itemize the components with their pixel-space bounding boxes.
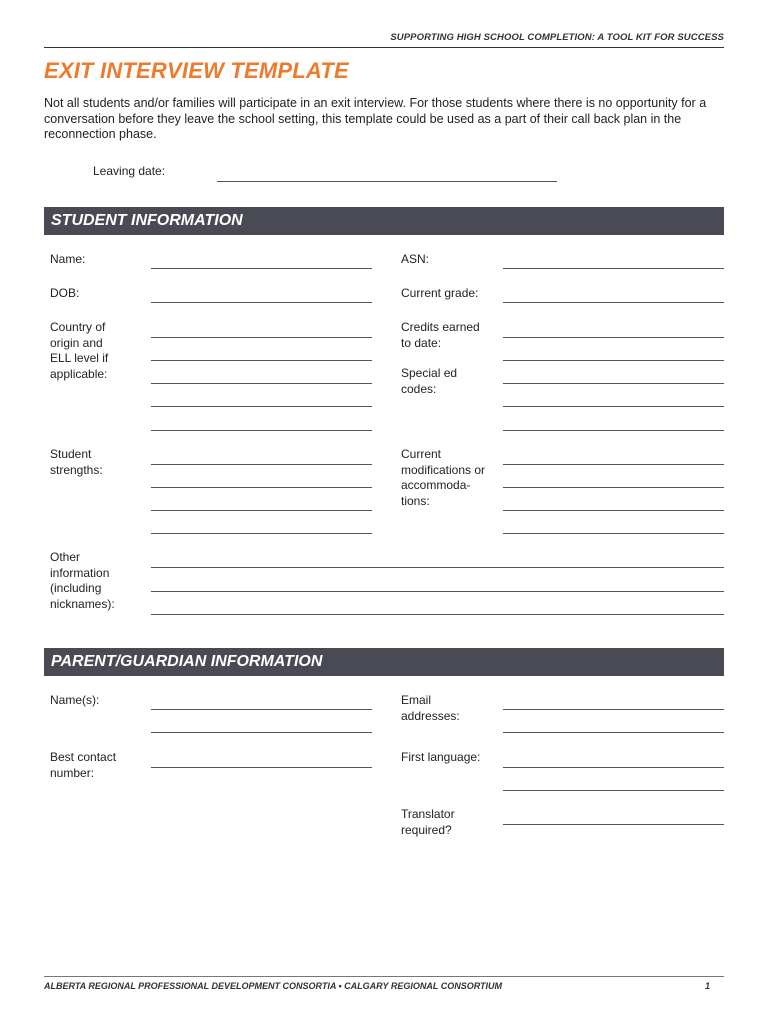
special-ed-label: Special ed codes: xyxy=(401,366,458,396)
strengths-field-line[interactable] xyxy=(151,487,372,488)
special-ed-field-line[interactable] xyxy=(503,406,724,407)
email-label: Email addresses: xyxy=(401,693,460,723)
name-field[interactable] xyxy=(151,268,372,269)
current-grade-label: Current grade: xyxy=(401,286,479,300)
country-field-line[interactable] xyxy=(151,337,372,338)
other-info-field-line[interactable] xyxy=(151,614,724,615)
leaving-date-label: Leaving date: xyxy=(93,164,166,178)
special-ed-field-line[interactable] xyxy=(503,383,724,384)
page-number: 1 xyxy=(705,981,711,991)
intro-paragraph: Not all students and/or families will participate in an exit interview. For those students where there is no opportunity for a conversation before they leave the school setting, this template could be used as a part of their call back plan in the reconnection phase. xyxy=(44,96,707,141)
page-title: EXIT INTERVIEW TEMPLATE xyxy=(44,58,349,83)
header-divider xyxy=(44,47,724,48)
strengths-field-line[interactable] xyxy=(151,510,372,511)
asn-label: ASN: xyxy=(401,252,430,266)
student-section-header: STUDENT INFORMATION xyxy=(44,207,724,235)
credits-field-line[interactable] xyxy=(503,337,724,338)
strengths-field-line[interactable] xyxy=(151,464,372,465)
contact-number-field[interactable] xyxy=(151,767,372,768)
modifications-label: Current modifications or accommoda- tions: xyxy=(401,447,486,508)
current-grade-field[interactable] xyxy=(503,302,724,303)
other-info-field-line[interactable] xyxy=(151,567,724,568)
country-field-line[interactable] xyxy=(151,383,372,384)
modifications-field-line[interactable] xyxy=(503,487,724,488)
other-info-field-line[interactable] xyxy=(151,591,724,592)
name-label: Name: xyxy=(50,252,86,266)
email-field-line[interactable] xyxy=(503,709,724,710)
parent-names-field-line[interactable] xyxy=(151,732,372,733)
modifications-field-line[interactable] xyxy=(503,464,724,465)
asn-field[interactable] xyxy=(503,268,724,269)
footer-text: ALBERTA REGIONAL PROFESSIONAL DEVELOPMENT CONSORTIA • CALGARY REGIONAL CONSORTIUM xyxy=(44,981,503,991)
modifications-field-line[interactable] xyxy=(503,533,724,534)
contact-number-label: Best contact number: xyxy=(50,750,117,780)
translator-field[interactable] xyxy=(503,824,724,825)
strengths-label: Student strengths: xyxy=(50,447,103,477)
credits-field-line[interactable] xyxy=(503,360,724,361)
credits-label: Credits earned to date: xyxy=(401,320,480,350)
special-ed-field-line[interactable] xyxy=(503,430,724,431)
country-field-line[interactable] xyxy=(151,430,372,431)
names-label: Name(s): xyxy=(50,693,100,707)
email-field-line[interactable] xyxy=(503,732,724,733)
dob-label: DOB: xyxy=(50,286,80,300)
country-field-line[interactable] xyxy=(151,360,372,361)
first-language-field-line[interactable] xyxy=(503,767,724,768)
parent-section-header: PARENT/GUARDIAN INFORMATION xyxy=(44,648,724,676)
translator-label: Translator required? xyxy=(401,807,455,837)
document-header: SUPPORTING HIGH SCHOOL COMPLETION: A TOOL KIT FOR SUCCESS xyxy=(390,32,724,43)
strengths-field-line[interactable] xyxy=(151,533,372,534)
footer-divider xyxy=(44,976,724,977)
dob-field[interactable] xyxy=(151,302,372,303)
parent-names-field-line[interactable] xyxy=(151,709,372,710)
first-language-field-line[interactable] xyxy=(503,790,724,791)
modifications-field-line[interactable] xyxy=(503,510,724,511)
leaving-date-field[interactable] xyxy=(217,181,557,182)
first-language-label: First language: xyxy=(401,750,481,764)
country-label: Country of origin and ELL level if applicable: xyxy=(50,320,109,381)
country-field-line[interactable] xyxy=(151,406,372,407)
other-info-label: Other information (including nicknames): xyxy=(50,550,115,611)
